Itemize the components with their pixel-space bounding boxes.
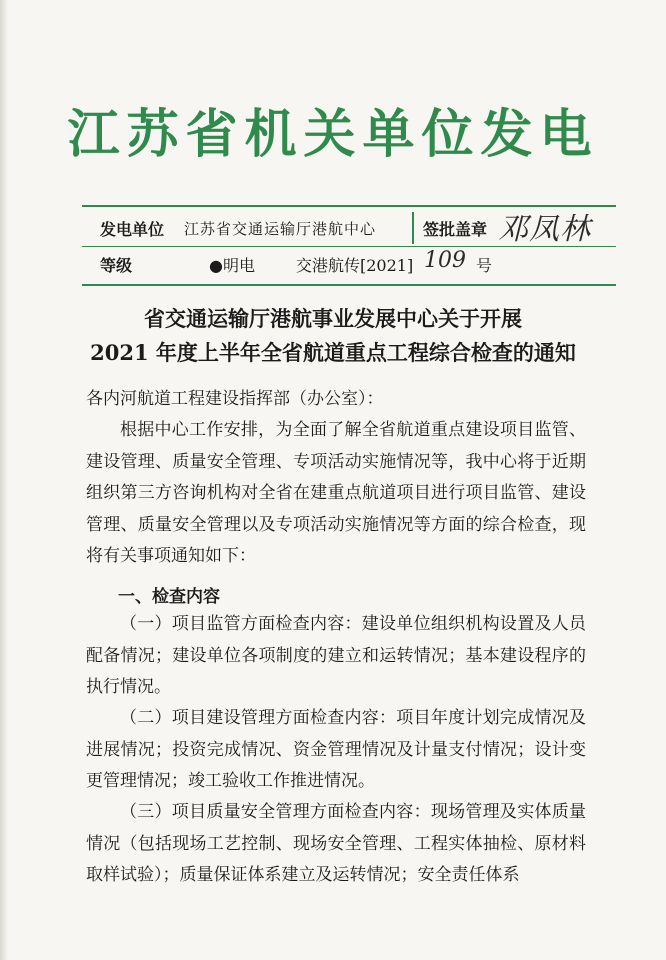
notice-title-line-2: 2021 年度上半年全省航道重点工程综合检查的通知 <box>90 340 576 365</box>
doc-number-handwritten: 109 <box>424 248 466 273</box>
intro-paragraph: 根据中心工作安排，为全面了解全省航道重点建设项目监管、建设管理、质量安全管理、专项活动实施情况等，我中心将于近期组织第三方咨询机构对全省在建重点航道项目进行项目监管、建设管理、质量安全管理以及专项活动实施情况等方面的综合检查，现将有关事项通知如下： <box>86 420 586 566</box>
handwritten-signature: 邓凤林 <box>498 212 591 247</box>
masthead-title: 江苏省机关单位发电 <box>67 105 599 165</box>
level-label: 等级 <box>100 256 133 275</box>
header-row-sender <box>100 208 616 248</box>
sign-label: 签批盖章 <box>423 220 488 239</box>
section-heading-inspection-content: 一、检查内容 <box>118 587 220 607</box>
header-rule-bottom <box>82 284 616 286</box>
level-value: ●明电 <box>209 256 255 275</box>
sender-label: 发电单位 <box>100 220 165 239</box>
item-1-project-supervision: （一）项目监管方面检查内容：建设单位组织机构设置及人员配备情况；建设单位各项制度的建立和运转情况；基本建设程序的执行情况。 <box>86 614 586 697</box>
doc-number-suffix: 号 <box>476 256 493 275</box>
header-row-level <box>100 244 616 284</box>
item-2-construction-management: （二）项目建设管理方面检查内容：项目年度计划完成情况及进展情况；投资完成情况、资金管理情况及计量支付情况；设计变更管理情况；竣工验收工作推进情况。 <box>86 708 586 791</box>
sender-value: 江苏省交通运输厅港航中心 <box>184 220 377 238</box>
addressee: 各内河航道工程建设指挥部（办公室）： <box>86 389 384 409</box>
notice-title-line-1: 省交通运输厅港航事业发展中心关于开展 <box>144 306 522 331</box>
header-divider <box>412 212 414 244</box>
item-3-quality-safety: （三）项目质量安全管理方面检查内容：现场管理及实体质量情况（包括现场工艺控制、现场安全管理、工程实体抽检、原材料取样试验）；质量保证体系建立及运转情况；安全责任体系 <box>86 802 586 885</box>
doc-number-prefix: 交港航传[2021] <box>296 256 414 275</box>
